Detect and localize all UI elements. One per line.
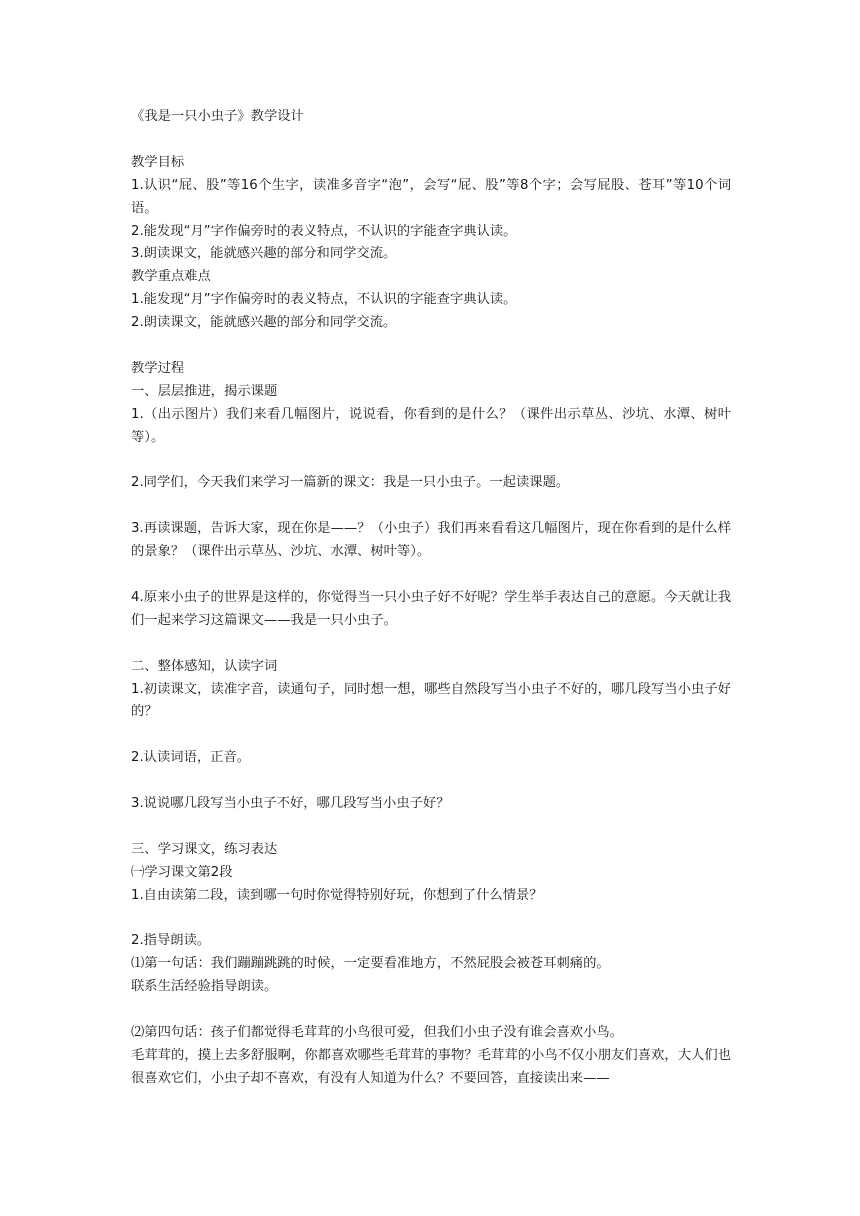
objective-item: 3.朗读课文，能就感兴趣的部分和同学交流。 bbox=[131, 246, 397, 262]
document-body bbox=[131, 106, 731, 1091]
blank-line bbox=[131, 335, 731, 358]
process-item: 1.自由读第二段，读到哪一句时你觉得特别好玩，你想到了什么情景？ bbox=[131, 887, 543, 903]
blank-line bbox=[131, 450, 731, 473]
blank-line bbox=[131, 495, 731, 518]
blank-line bbox=[131, 816, 731, 839]
key-point-item: 1.能发现“月”字作偏旁时的表义特点，不认识的字能查字典认读。 bbox=[131, 292, 517, 308]
subsection-heading: ㈠学习课文第2段 bbox=[131, 864, 233, 880]
process-item: 4.原来小虫子的世界是这样的，你觉得当一只小虫子好不好呢？学生举手表达自己的意愿。今天就让我们一起来学习这篇课文——我是一只小虫子。 bbox=[131, 589, 731, 628]
blank-line bbox=[131, 564, 731, 587]
sentence-note: 联系生活经验指导朗读。 bbox=[131, 979, 278, 995]
blank-line bbox=[131, 633, 731, 656]
process-item: 3.说说哪几段写当小虫子不好，哪几段写当小虫子好？ bbox=[131, 796, 450, 812]
process-item: 2.同学们，今天我们来学习一篇新的课文：我是一只小虫子。一起读课题。 bbox=[131, 475, 570, 491]
objectives-heading: 教学目标 bbox=[131, 154, 185, 170]
blank-line bbox=[131, 908, 731, 931]
sentence-item: ⑴第一句话：我们蹦蹦跳跳的时候，一定要看准地方，不然屁股会被苍耳刺痛的。 bbox=[131, 956, 610, 972]
process-heading: 教学过程 bbox=[131, 360, 185, 376]
key-point-item: 2.朗读课文，能就感兴趣的部分和同学交流。 bbox=[131, 315, 397, 331]
process-item: 1.（出示图片）我们来看几幅图片，说说看，你看到的是什么？（课件出示草丛、沙坑、水潭、树叶等）。 bbox=[131, 406, 731, 445]
document-title: 《我是一只小虫子》教学设计 bbox=[131, 109, 304, 124]
sentence-item: ⑵第四句话：孩子们都觉得毛茸茸的小鸟很可爱，但我们小虫子没有谁会喜欢小鸟。 bbox=[131, 1025, 623, 1041]
blank-line bbox=[131, 129, 731, 152]
process-item: 3.再读课题，告诉大家，现在你是——？（小虫子）我们再来看看这几幅图片，现在你看到的是什么样的景象？（课件出示草丛、沙坑、水潭、树叶等）。 bbox=[131, 521, 731, 560]
blank-line bbox=[131, 770, 731, 793]
key-points-heading: 教学重点难点 bbox=[131, 269, 211, 285]
objective-item: 2.能发现“月”字作偏旁时的表义特点，不认识的字能查字典认读。 bbox=[131, 223, 517, 239]
objective-item: 1.认识“屁、股”等16个生字，读准多音字“泡”，会写“屁、股”等8个字；会写屁股、苍耳”等10个词语。 bbox=[131, 177, 731, 216]
section-heading: 一、层层推进，揭示课题 bbox=[131, 383, 278, 399]
process-item: 1.初读课文，读准字音，读通句子，同时想一想，哪些自然段写当小虫子不好的，哪几段写当小虫子好的？ bbox=[131, 681, 731, 720]
process-item: 2.认读词语，正音。 bbox=[131, 750, 251, 766]
blank-line bbox=[131, 999, 731, 1022]
section-heading: 三、学习课文，练习表达 bbox=[131, 841, 278, 857]
blank-line bbox=[131, 724, 731, 747]
sentence-note: 毛茸茸的，摸上去多舒服啊，你都喜欢哪些毛茸茸的事物？毛茸茸的小鸟不仅小朋友们喜欢，大人们也很喜欢它们，小虫子却不喜欢，有没有人知道为什么？不要回答，直接读出来—— bbox=[131, 1047, 731, 1086]
process-item: 2.指导朗读。 bbox=[131, 933, 211, 949]
section-heading: 二、整体感知，认读字词 bbox=[131, 658, 278, 674]
